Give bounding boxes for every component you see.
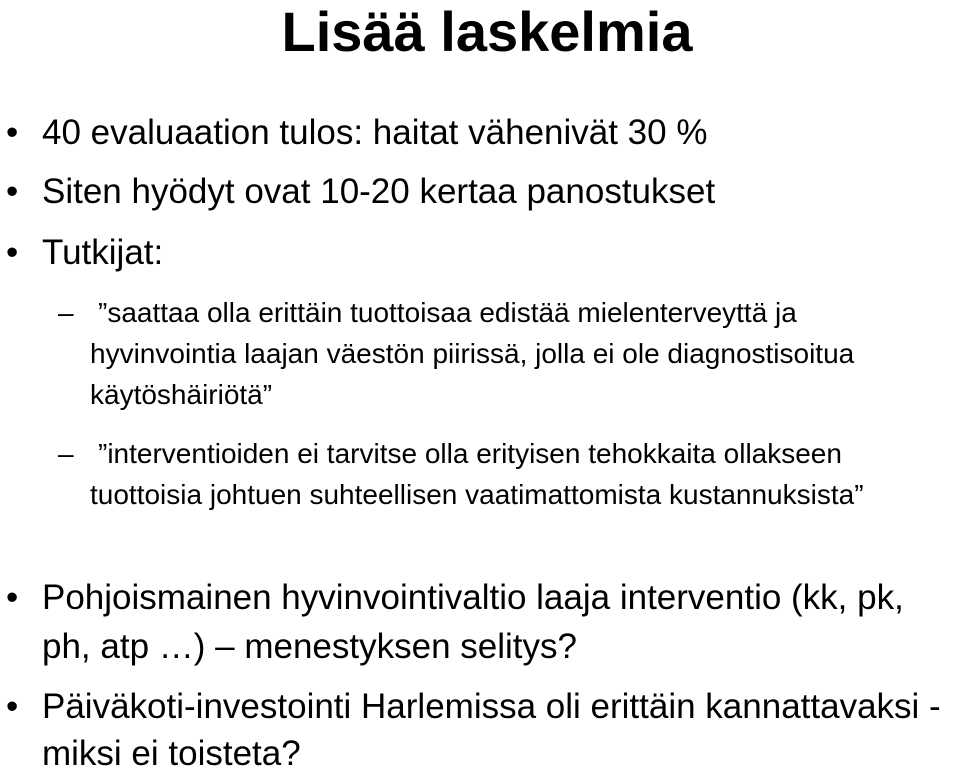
sub-bullet-text: ”interventioiden ei tarvitse olla erityisen tehokkaita ollakseen tuottoisia johtuen suhteellisen vaatimattomista kustannuksista” <box>90 438 864 510</box>
bullet-icon: • <box>6 578 19 617</box>
bullet-icon: • <box>6 233 19 272</box>
dash-icon: – <box>58 297 74 328</box>
bullet-text: 40 evaluaation tulos: haitat vähenivät 30 % <box>42 113 708 152</box>
bullet-icon: • <box>6 687 19 726</box>
bullet-icon: • <box>6 172 19 211</box>
bullet-text: Siten hyödyt ovat 10-20 kertaa panostukset <box>42 172 716 211</box>
bullet-text: Pohjoismainen hyvinvointivaltio laaja interventio (kk, pk, ph, atp …) – menestyksen selitys? <box>42 578 904 666</box>
bullet-text: Tutkijat: <box>42 233 164 272</box>
slide-title: Lisää laskelmia <box>281 0 693 63</box>
sub-bullet-text: ”saattaa olla erittäin tuottoisaa edistää mielenterveyttä ja hyvinvointia laajan väestön piirissä, jolla ei ole diagnostisoitua käytöshäiriötä” <box>90 297 855 410</box>
dash-icon: – <box>58 438 74 469</box>
bullet-icon: • <box>6 113 19 152</box>
bullet-text: Päiväkoti-investointi Harlemissa oli erittäin kannattavaksi - miksi ei toisteta? <box>42 687 941 773</box>
